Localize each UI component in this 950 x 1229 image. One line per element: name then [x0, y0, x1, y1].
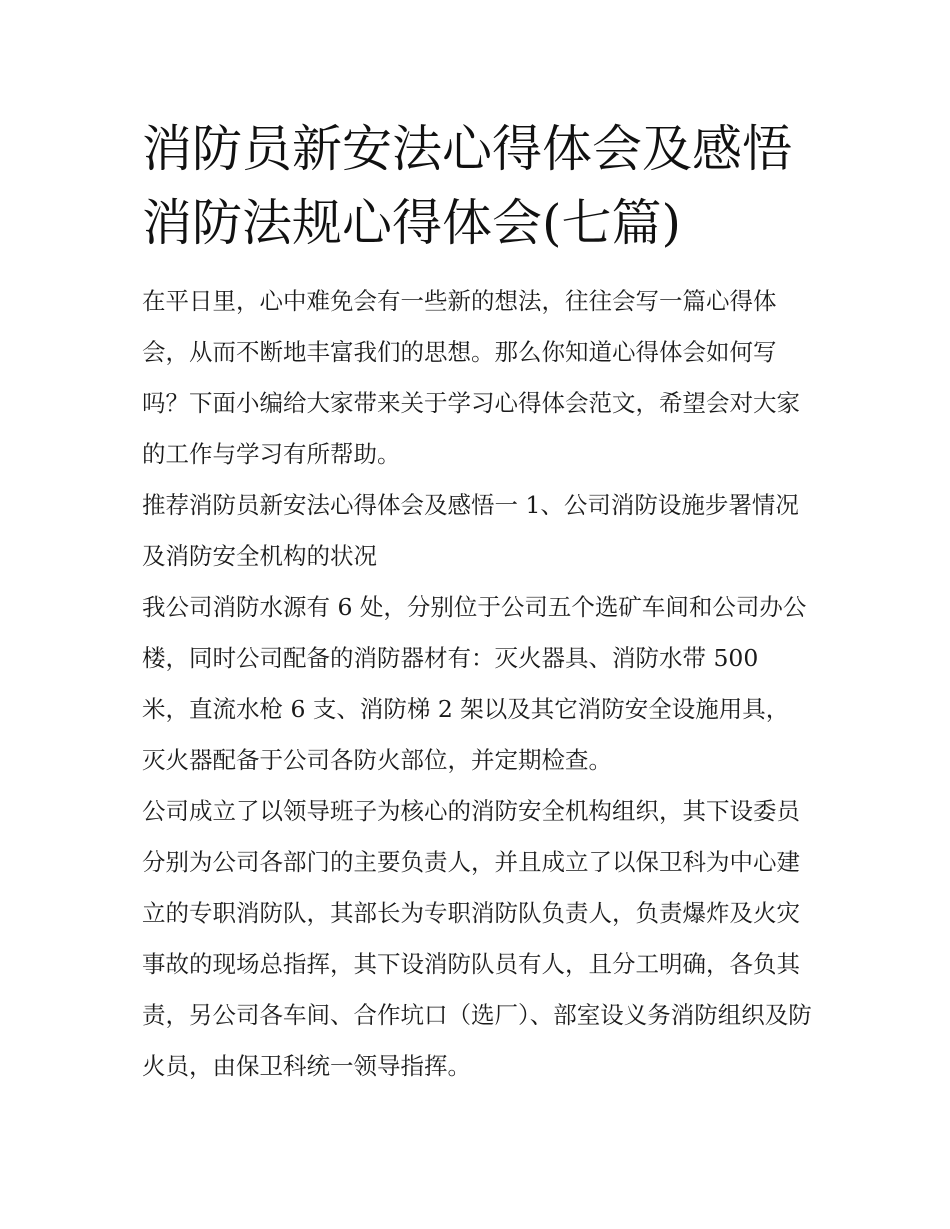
document-body — [142, 276, 812, 1092]
title-line-2: 消防法规心得体会(七篇) — [142, 194, 682, 252]
fire-organization-paragraph: 公司成立了以领导班子为核心的消防安全机构组织，其下设委员分别为公司各部门的主要负责人，并且成立了以保卫科为中心建立的专职消防队，其部长为专职消防队负责人，负责爆炸及火灾事故的现场总指挥，其下设消防队员有人，且分工明确，各负其责，另公司各车间、合作坑口（选厂）、部室设义务消防组织及防火员，由保卫科统一领导指挥。 — [142, 797, 812, 1080]
fire-equipment-paragraph: 我公司消防水源有 6 处，分别位于公司五个选矿车间和公司办公楼，同时公司配备的消防器材有：灭火器具、消防水带 500 米，直流水枪 6 支、消防梯 2 架以及其它消防安全设施用具，灭火器配备于公司各防火部位，并定期检查。 — [142, 593, 807, 774]
title-line-1: 消防员新安法心得体会及感悟 — [142, 120, 792, 178]
document-title — [142, 112, 822, 260]
intro-paragraph: 在平日里，心中难免会有一些新的想法，往往会写一篇心得体会，从而不断地丰富我们的思想。那么你知道心得体会如何写吗？下面小编给大家带来关于学习心得体会范文，希望会对大家的工作与学习有所帮助。 — [142, 287, 800, 468]
section-heading-paragraph: 推荐消防员新安法心得体会及感悟一 1、公司消防设施步署情况及消防安全机构的状况 — [142, 491, 799, 570]
